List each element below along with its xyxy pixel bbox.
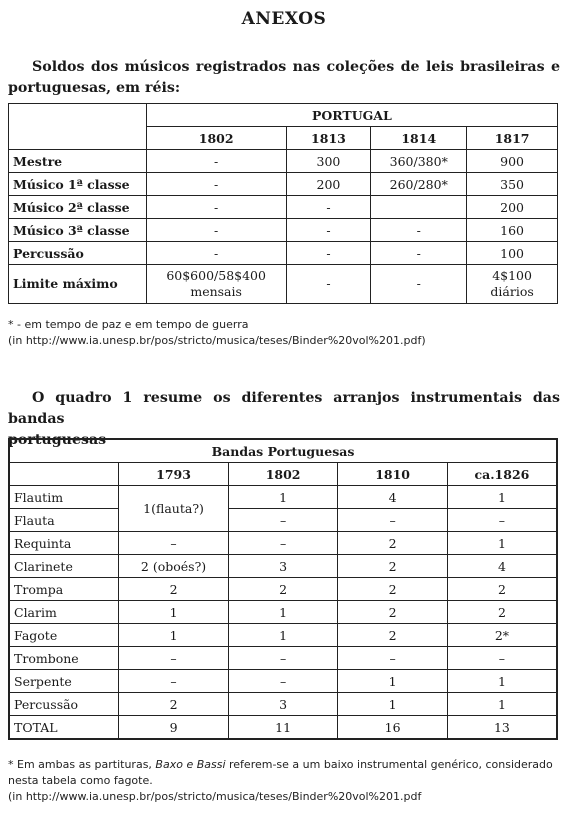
- table-cell: 900: [467, 150, 558, 173]
- table-cell: –: [228, 509, 337, 532]
- table-cell: 9: [119, 716, 229, 740]
- table-row: [9, 150, 558, 173]
- table-cell: 1: [228, 624, 337, 647]
- bands-year-header: 1810: [338, 463, 447, 486]
- row-label: Trombone: [9, 647, 119, 670]
- section2-footnote: [8, 757, 560, 805]
- table-cell: -: [146, 242, 286, 265]
- table-cell: 1: [119, 601, 229, 624]
- table-cell: 1: [447, 670, 557, 693]
- table-cell: 350: [467, 173, 558, 196]
- cell-subvalue: mensais: [190, 284, 242, 299]
- table-cell: 2: [338, 624, 447, 647]
- table-cell: -: [146, 150, 286, 173]
- row-label: Flautim: [9, 486, 119, 509]
- salary-table-group-header: PORTUGAL: [146, 104, 557, 127]
- table-cell: 16: [338, 716, 447, 740]
- section1-intro: [8, 57, 560, 99]
- table-row: [9, 647, 557, 670]
- table-cell: –: [338, 647, 447, 670]
- bands-table: [8, 438, 558, 740]
- table-cell: 2: [338, 601, 447, 624]
- table-cell: -: [286, 242, 371, 265]
- salary-year-header: 1814: [371, 127, 467, 150]
- cell-subvalue: diários: [490, 284, 534, 299]
- table-row: [9, 624, 557, 647]
- table-cell: -: [146, 219, 286, 242]
- table-cell: -: [371, 219, 467, 242]
- table-cell: 2*: [447, 624, 557, 647]
- table-cell: 2: [119, 693, 229, 716]
- salary-table-corner: [9, 104, 147, 150]
- table-cell: 2: [338, 555, 447, 578]
- footnote-text: [8, 757, 560, 789]
- bands-year-header: 1793: [119, 463, 229, 486]
- section2-intro-line1: O quadro 1 resume os diferentes arranjos instrumentais das bandas: [8, 390, 560, 427]
- row-label: Músico 3ª classe: [9, 219, 147, 242]
- table-row: [9, 509, 557, 532]
- table-cell: –: [338, 509, 447, 532]
- row-label: Clarinete: [9, 555, 119, 578]
- table-cell: 1: [338, 693, 447, 716]
- table-cell: 2: [119, 578, 229, 601]
- row-label: Limite máximo: [9, 265, 147, 304]
- row-label: Requinta: [9, 532, 119, 555]
- table-cell: -: [146, 173, 286, 196]
- table-row: [9, 532, 557, 555]
- salary-table: [8, 103, 558, 304]
- table-cell: 1: [447, 693, 557, 716]
- table-cell: 3: [228, 555, 337, 578]
- footnote-italic-term: Baxo e Bassi: [155, 758, 226, 771]
- table-row: [9, 578, 557, 601]
- table-cell: 13: [447, 716, 557, 740]
- row-label: Trompa: [9, 578, 119, 601]
- row-label: Flauta: [9, 509, 119, 532]
- table-cell: -: [286, 196, 371, 219]
- section1-intro-line2: portuguesas, em réis:: [8, 80, 181, 96]
- table-cell: 4: [447, 555, 557, 578]
- page-title: ANEXOS: [241, 9, 327, 29]
- table-cell: [371, 196, 467, 219]
- bands-table-title: Bandas Portuguesas: [9, 439, 557, 463]
- table-cell: 3: [228, 693, 337, 716]
- table-cell: –: [228, 532, 337, 555]
- table-cell: 200: [467, 196, 558, 219]
- row-label: Serpente: [9, 670, 119, 693]
- table-cell: –: [228, 670, 337, 693]
- table-cell: 200: [286, 173, 371, 196]
- row-label: Clarim: [9, 601, 119, 624]
- footnote-source: (in http://www.ia.unesp.br/pos/stricto/musica/teses/Binder%20vol%201.pdf: [8, 790, 422, 803]
- table-cell-merged: 1(flauta?): [119, 486, 229, 532]
- table-cell: 1: [447, 532, 557, 555]
- table-cell: 1: [338, 670, 447, 693]
- table-cell: 1: [228, 486, 337, 509]
- table-cell: 100: [467, 242, 558, 265]
- table-cell: 2: [447, 578, 557, 601]
- table-row: [9, 555, 557, 578]
- row-label: Músico 2ª classe: [9, 196, 147, 219]
- table-cell: 360/380*: [371, 150, 467, 173]
- table-cell: 160: [467, 219, 558, 242]
- row-label: Músico 1ª classe: [9, 173, 147, 196]
- table-row: [9, 716, 557, 740]
- section2-intro-line2: portuguesas: [8, 432, 107, 448]
- table-row: [9, 670, 557, 693]
- table-cell: 2: [447, 601, 557, 624]
- footnote-text-part2: referem-se a um baixo instrumental genérico, considerado nesta tabela como fagote.: [8, 758, 553, 787]
- table-cell: –: [119, 670, 229, 693]
- cell-value: 60$600/58$400: [166, 268, 266, 283]
- table-cell: [146, 265, 286, 304]
- table-cell: [467, 265, 558, 304]
- salary-year-header: 1817: [467, 127, 558, 150]
- footnote-source: (in http://www.ia.unesp.br/pos/stricto/musica/teses/Binder%20vol%201.pdf): [8, 334, 426, 347]
- section1-footnote: [8, 317, 560, 349]
- table-cell: -: [286, 219, 371, 242]
- table-cell: 1: [119, 624, 229, 647]
- table-cell: 1: [447, 486, 557, 509]
- row-label: Fagote: [9, 624, 119, 647]
- table-row: [9, 173, 558, 196]
- row-label: Percussão: [9, 242, 147, 265]
- salary-year-header: 1802: [146, 127, 286, 150]
- salary-year-header: 1813: [286, 127, 371, 150]
- table-cell: 2: [338, 578, 447, 601]
- table-cell: –: [447, 509, 557, 532]
- footnote-text-part1: * Em ambas as partituras,: [8, 758, 156, 771]
- cell-value: 4$100: [492, 268, 532, 283]
- table-cell: -: [286, 265, 371, 304]
- bands-table-corner: [9, 463, 119, 486]
- table-cell: 2: [228, 578, 337, 601]
- table-cell: 11: [228, 716, 337, 740]
- table-row: [9, 486, 557, 509]
- table-cell: –: [228, 647, 337, 670]
- table-row: [9, 219, 558, 242]
- table-cell: -: [371, 265, 467, 304]
- table-cell: 1: [228, 601, 337, 624]
- table-row: [9, 265, 558, 304]
- row-label: TOTAL: [9, 716, 119, 740]
- table-cell: 2 (oboés?): [119, 555, 229, 578]
- table-cell: –: [119, 647, 229, 670]
- table-row: [9, 242, 558, 265]
- table-cell: 2: [338, 532, 447, 555]
- table-cell: –: [447, 647, 557, 670]
- table-row: [9, 693, 557, 716]
- footnote-text: * - em tempo de paz e em tempo de guerra: [8, 318, 249, 331]
- table-cell: -: [146, 196, 286, 219]
- row-label: Mestre: [9, 150, 147, 173]
- bands-year-header: ca.1826: [447, 463, 557, 486]
- row-label: Percussão: [9, 693, 119, 716]
- table-cell: 4: [338, 486, 447, 509]
- table-cell: –: [119, 532, 229, 555]
- table-row: [9, 601, 557, 624]
- table-cell: 300: [286, 150, 371, 173]
- section1-intro-line1: Soldos dos músicos registrados nas coleções de leis brasileiras e: [32, 59, 560, 75]
- table-cell: 260/280*: [371, 173, 467, 196]
- bands-year-header: 1802: [228, 463, 337, 486]
- table-cell: -: [371, 242, 467, 265]
- table-row: [9, 196, 558, 219]
